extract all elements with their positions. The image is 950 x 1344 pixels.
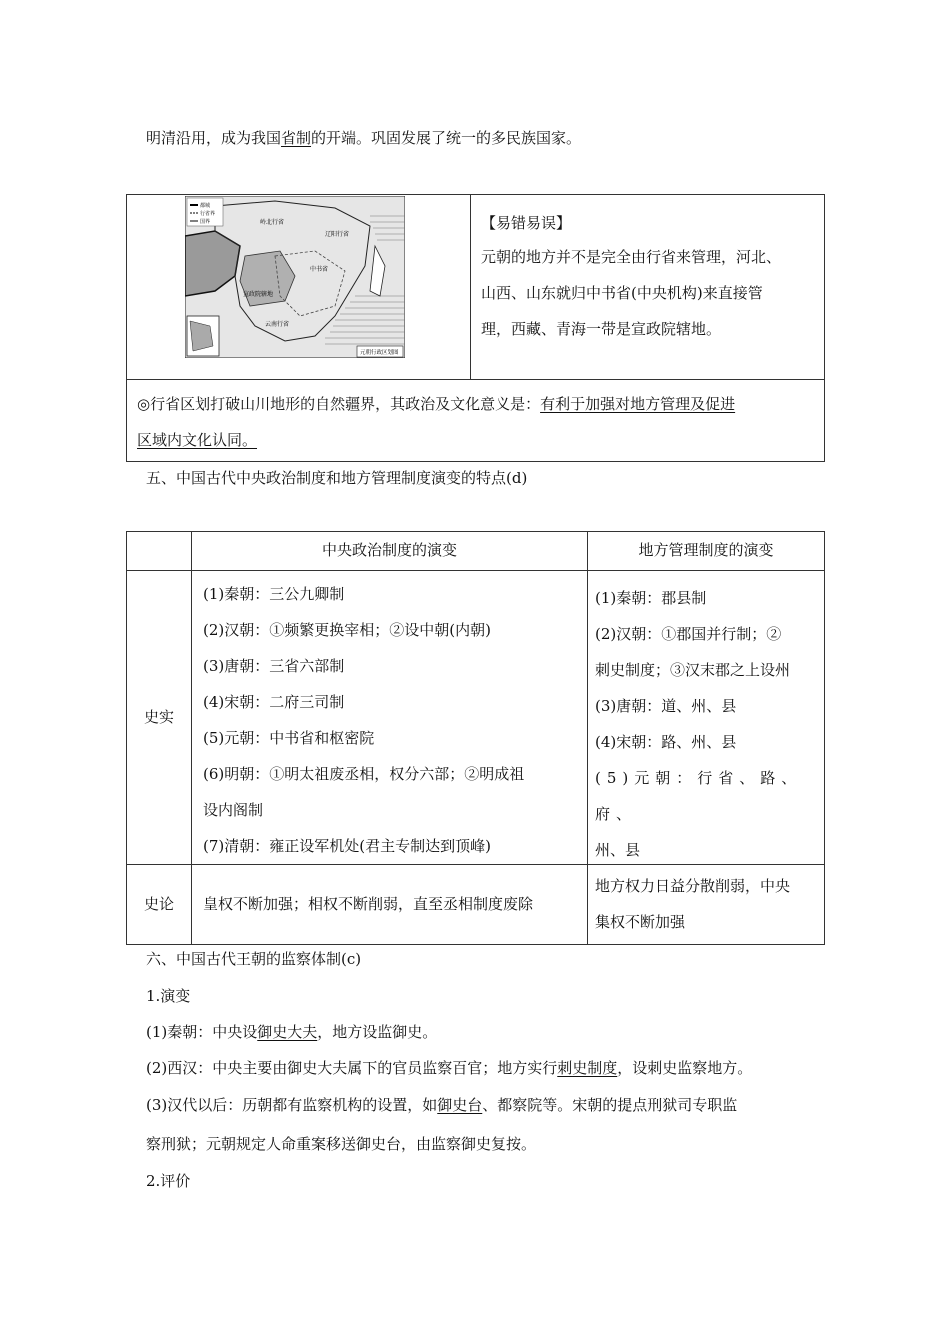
map-label-liaoyang: 辽阳行省 <box>325 231 350 238</box>
significance-lead: ◎行省区划打破山川地形的自然疆界，其政治及文化意义是： <box>137 395 541 413</box>
central-fact: (6)明朝：①明太祖废丞相，权分六部；②明成祖 <box>203 765 525 783</box>
significance-underlined-2: 区域内文化认同。 <box>137 431 258 449</box>
legend-label-province-border: 行省界 <box>200 211 216 217</box>
central-fact: (2)汉朝：①频繁更换宰相；②设中朝(内朝) <box>203 621 491 639</box>
central-fact: (5)元朝：中书省和枢密院 <box>203 729 375 747</box>
section6-p2 <box>146 1057 752 1078</box>
section6-p1 <box>146 1021 437 1042</box>
local-conclusion-line: 地方权力日益分散削弱，中央 <box>595 877 791 895</box>
central-fact: (4)宋朝：二府三司制 <box>203 693 345 711</box>
section6-sub2: 2.评价 <box>146 1172 191 1190</box>
map-caption: 元朝行政区划图 <box>360 350 399 356</box>
yuan-dynasty-map <box>185 196 405 358</box>
comparison-table <box>126 531 825 945</box>
p2-tail: ，设刺史监察地方。 <box>617 1059 753 1077</box>
central-facts <box>203 576 583 864</box>
p3-tail: 、都察院等。宋朝的提点刑狱司专职监 <box>482 1096 738 1114</box>
section5-title: 五、中国古代中央政治制度和地方管理制度演变的特点(d) <box>146 469 528 487</box>
map-label-yunnan: 云南行省 <box>265 321 290 328</box>
central-fact: (1)秦朝：三公九卿制 <box>203 585 345 603</box>
legend-label-capital: 都城 <box>200 203 211 209</box>
local-fact: (5)元朝：行省、路、府、 <box>595 769 803 823</box>
central-conclusion: 皇权不断加强；相权不断削弱，直至丞相制度废除 <box>203 895 534 913</box>
intro-text: 明清沿用，成为我国 <box>146 129 282 147</box>
local-fact: (3)唐朝：道、州、县 <box>595 697 737 715</box>
col-header-central: 中央政治制度的演变 <box>321 541 457 559</box>
local-fact: (1)秦朝：郡县制 <box>595 589 707 607</box>
map-label-lingbei: 岭北行省 <box>260 219 285 226</box>
col-header-local: 地方管理制度的演变 <box>638 541 774 559</box>
intro-line <box>146 127 581 148</box>
note-line-3: 理，西藏、青海一带是宣政院辖地。 <box>481 320 722 338</box>
p1-underlined: 御史大夫 <box>257 1023 318 1041</box>
p3-underlined: 御史台 <box>437 1096 483 1114</box>
section6-p3-line2: 察刑狱；元朝规定人命重案移送御史台，由监察御史复按。 <box>146 1135 537 1153</box>
local-fact: (4)宋朝：路、州、县 <box>595 733 737 751</box>
note-title: 【易错易误】 <box>481 214 572 232</box>
local-conclusion-line: 集权不断加强 <box>595 913 686 931</box>
p1-lead: (1)秦朝：中央设 <box>146 1023 258 1041</box>
significance-row <box>127 379 824 462</box>
p1-tail: ，地方设监御史。 <box>317 1023 438 1041</box>
intro-underlined: 省制 <box>281 129 312 147</box>
central-fact: 设内阁制 <box>203 801 264 819</box>
note-cell <box>481 207 821 347</box>
row-label-facts: 史实 <box>143 708 174 726</box>
local-facts <box>595 580 817 868</box>
note-line-2: 山西、山东就归中书省(中央机构)来直接管 <box>481 284 763 302</box>
central-fact: (3)唐朝：三省六部制 <box>203 657 345 675</box>
section6-p3 <box>146 1094 737 1115</box>
local-fact: 州、县 <box>595 841 641 859</box>
map-note-box <box>126 194 825 462</box>
section6-title: 六、中国古代王朝的监察体制(c) <box>146 950 362 968</box>
section6-sub1: 1.演变 <box>146 987 191 1005</box>
p2-lead: (2)西汉：中央主要由御史大夫属下的官员监察百官；地方实行 <box>146 1059 558 1077</box>
map-label-xuanzhengyuan: 宣政院辖地 <box>243 291 274 298</box>
local-fact: (2)汉朝：①郡国并行制；② <box>595 625 782 643</box>
row-label-conclusion: 史论 <box>143 895 174 913</box>
central-fact: (7)清朝：雍正设军机处(君主专制达到顶峰) <box>203 837 491 855</box>
significance-underlined-1: 有利于加强对地方管理及促进 <box>540 395 736 413</box>
legend-label-national-border: 国界 <box>200 219 211 225</box>
p3-lead: (3)汉代以后：历朝都有监察机构的设置，如 <box>146 1096 438 1114</box>
significance-text <box>137 386 817 458</box>
local-fact: 刺史制度；③汉末郡之上设州 <box>595 661 791 679</box>
p2-underlined: 刺史制度 <box>557 1059 618 1077</box>
note-line-1: 元朝的地方并不是完全由行省来管理，河北、 <box>481 248 782 266</box>
map-label-zhongshusheng: 中书省 <box>310 266 329 273</box>
local-conclusion <box>595 868 817 940</box>
map-cell <box>127 195 471 379</box>
intro-text-end: 的开端。巩固发展了统一的多民族国家。 <box>311 129 582 147</box>
